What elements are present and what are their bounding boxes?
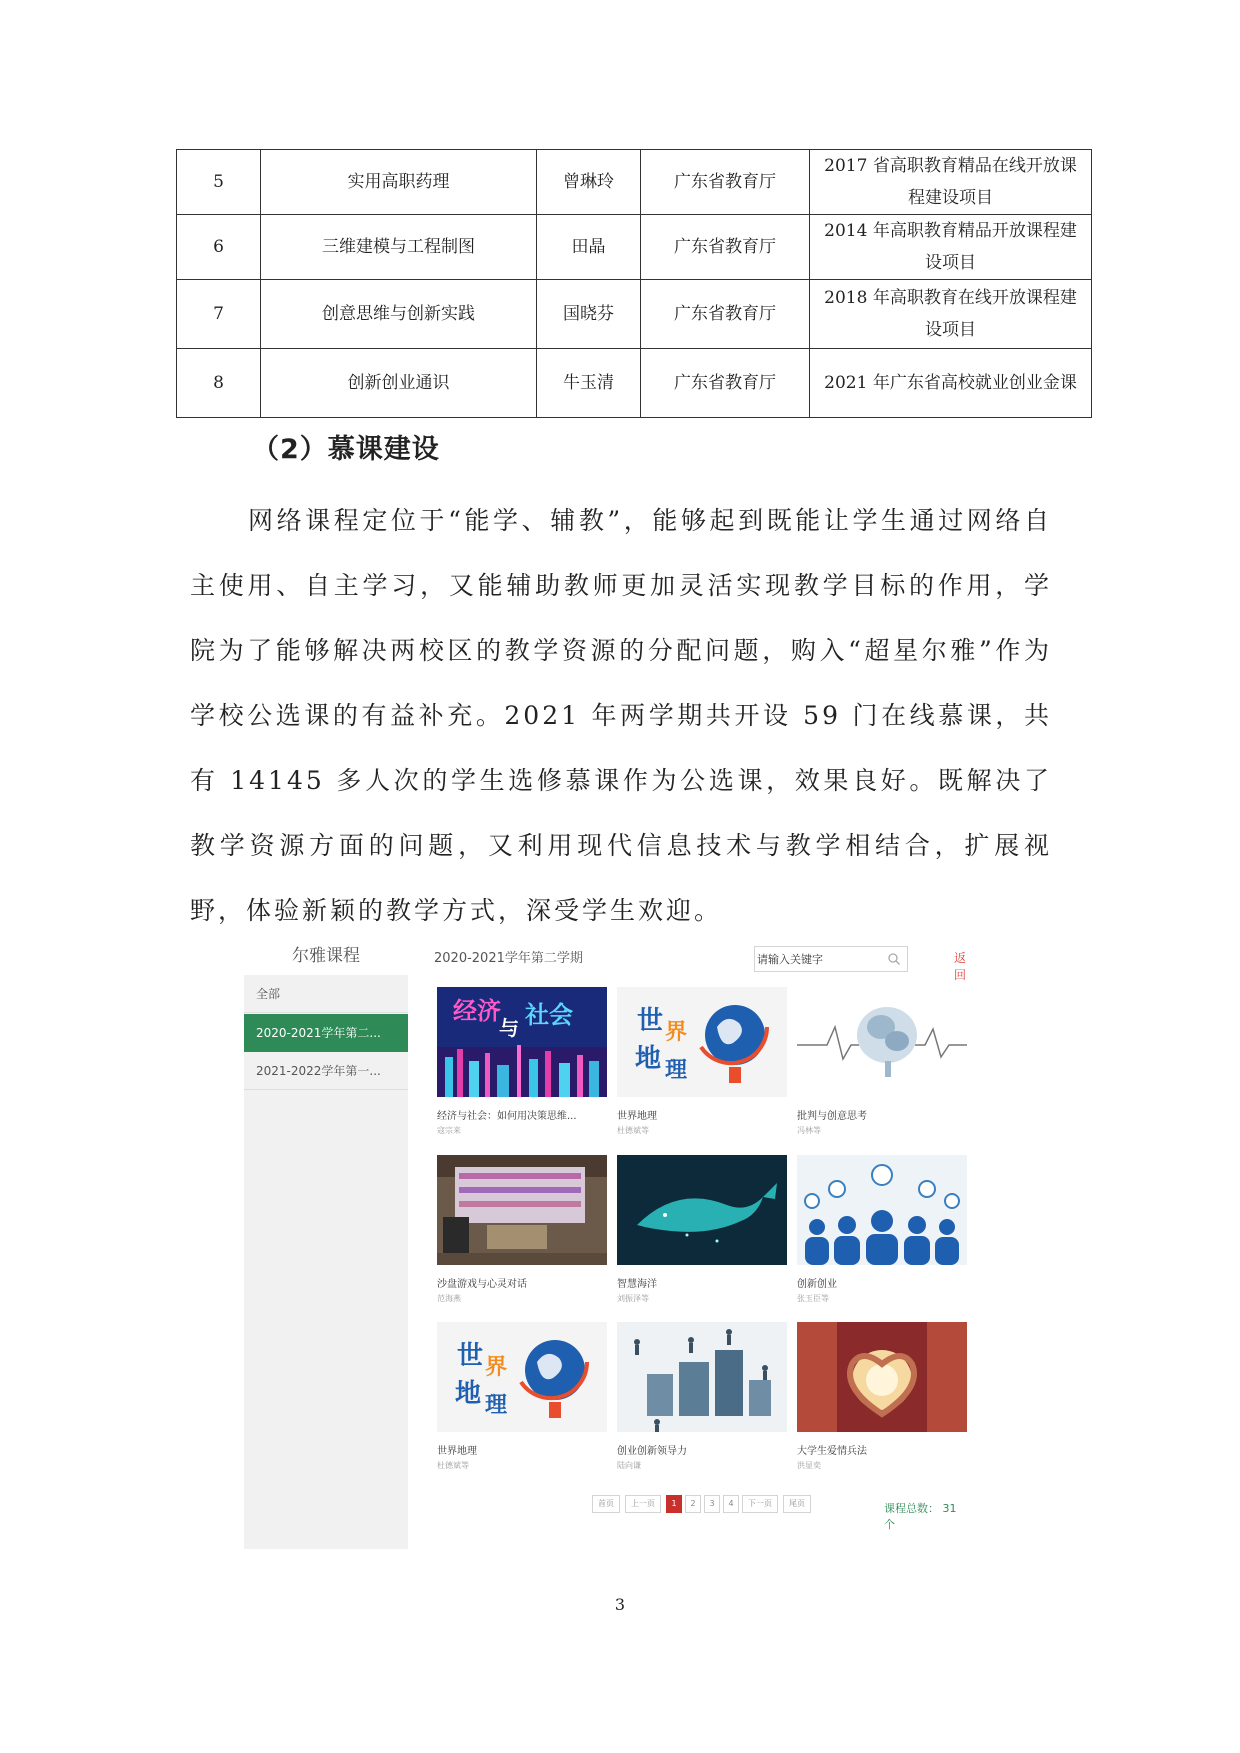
course-card[interactable]	[437, 1155, 607, 1315]
body-paragraph: 网络课程定位于“能学、辅教”，能够起到既能让学生通过网络自主使用、自主学习，又能辅助教师更加灵活实现教学目标的作用，学院为了能够解决两校区的教学资源的分配问题，购入“超星尔雅”作为学校公选课的有益补充。2021 年两学期共开设 59 门在线慕课，共有 14145 多人次的学生选修慕课作为公选课，效果良好。既解决了教学资源方面的问题，又利用现代信息技术与教学相结合，扩展视野，体验新颖的教学方式，深受学生欢迎。	[190, 506, 1052, 925]
course-award-table	[176, 149, 1092, 418]
course-title: 创业创新领导力	[617, 1446, 687, 1457]
table-row	[177, 280, 1092, 349]
course-teacher: 冯林等	[797, 1126, 821, 1135]
approving-dept: 广东省教育厅	[641, 280, 810, 349]
course-title: 沙盘游戏与心灵对话	[437, 1279, 527, 1290]
sandplay-room-thumbnail	[437, 1155, 607, 1265]
page-button-4[interactable]: 4	[723, 1495, 739, 1513]
course-name: 创新创业通识	[261, 349, 537, 418]
globe-thumbnail	[437, 1322, 607, 1432]
course-thumbnail	[617, 1155, 787, 1265]
course-card[interactable]	[617, 987, 787, 1147]
course-name: 创意思维与创新实践	[261, 280, 537, 349]
course-teacher: 寇宗来	[437, 1126, 461, 1135]
course-thumbnail	[797, 1155, 967, 1265]
page-button-2[interactable]: 2	[685, 1495, 701, 1513]
course-title: 大学生爱情兵法	[797, 1446, 867, 1457]
course-total: 课程总数： 31 个	[884, 1502, 957, 1531]
course-title: 批判与创意思考	[797, 1111, 867, 1122]
thumb-word-d: 理	[485, 1393, 508, 1418]
course-thumbnail	[797, 987, 967, 1097]
course-teacher: 杜德斌等	[617, 1126, 649, 1135]
course-teacher: 范海燕	[437, 1294, 461, 1303]
search-input[interactable]	[755, 947, 883, 971]
search-box	[754, 946, 908, 972]
course-title: 世界地理	[617, 1111, 657, 1122]
thumb-word-b: 界	[485, 1355, 508, 1380]
page-button-3[interactable]: 3	[704, 1495, 720, 1513]
course-card[interactable]	[797, 1155, 967, 1315]
row-number: 7	[177, 280, 261, 349]
course-leader: 牛玉清	[537, 349, 641, 418]
thumb-word-d: 理	[665, 1058, 688, 1083]
page-button-1[interactable]: 1	[666, 1495, 682, 1513]
course-title: 智慧海洋	[617, 1279, 657, 1290]
course-name: 实用高职药理	[261, 150, 537, 215]
globe-thumbnail	[617, 987, 787, 1097]
course-thumbnail	[437, 987, 607, 1097]
project-name: 2018 年高职教育在线开放课程建设项目	[810, 280, 1092, 349]
course-teacher: 杜德斌等	[437, 1461, 469, 1470]
brain-pulse-thumbnail	[797, 987, 967, 1097]
thumb-word-c: 社会	[525, 1001, 573, 1029]
thumb-word-b: 与	[499, 1016, 519, 1040]
course-title: 经济与社会：如何用决策思维...	[437, 1111, 577, 1122]
last-page-button[interactable]: 尾页	[783, 1495, 811, 1513]
course-thumbnail	[617, 1322, 787, 1432]
thumb-word-c: 地	[455, 1379, 482, 1409]
course-thumbnail	[437, 1155, 607, 1265]
approving-dept: 广东省教育厅	[641, 349, 810, 418]
next-page-button[interactable]: 下一页	[742, 1495, 778, 1513]
course-card[interactable]	[617, 1155, 787, 1315]
row-number: 8	[177, 349, 261, 418]
project-name: 2021 年广东省高校就业创业金课	[810, 349, 1092, 418]
course-card[interactable]	[437, 987, 607, 1147]
back-link[interactable]: 返回	[954, 951, 967, 982]
prev-page-button[interactable]: 上一页	[625, 1495, 661, 1513]
course-teacher: 张玉臣等	[797, 1294, 829, 1303]
thumb-word-a: 世	[457, 1341, 484, 1371]
course-thumbnail	[437, 1322, 607, 1432]
course-title: 世界地理	[437, 1446, 477, 1457]
thumb-word-c: 地	[635, 1044, 662, 1074]
table-row	[177, 215, 1092, 280]
table-row	[177, 349, 1092, 418]
sidebar-item-all[interactable]: 全部	[244, 975, 408, 1013]
course-card[interactable]	[617, 1322, 787, 1482]
page-number: 3	[614, 1595, 626, 1614]
thumb-word-a: 世	[637, 1006, 664, 1036]
business-blocks-thumbnail	[617, 1322, 787, 1432]
lightbulb-people-thumbnail	[797, 1155, 967, 1265]
course-card[interactable]	[797, 1322, 967, 1482]
sidebar	[244, 937, 408, 1549]
thumb-word-b: 界	[665, 1020, 688, 1045]
course-title: 创新创业	[797, 1279, 837, 1290]
sidebar-item-2021-2022-fall[interactable]: 2021-2022学年第一...	[244, 1052, 408, 1090]
course-card[interactable]	[437, 1322, 607, 1482]
course-teacher: 洪显奕	[797, 1461, 821, 1470]
approving-dept: 广东省教育厅	[641, 215, 810, 280]
course-name: 三维建模与工程制图	[261, 215, 537, 280]
thumb-word-a: 经济	[453, 997, 501, 1025]
course-leader: 国晓芬	[537, 280, 641, 349]
table-row	[177, 150, 1092, 215]
course-teacher: 陆向谦	[617, 1461, 641, 1470]
first-page-button[interactable]: 首页	[592, 1495, 620, 1513]
sidebar-item-2020-2021-spring[interactable]: 2020-2021学年第二...	[244, 1014, 408, 1052]
city-skyline-thumbnail	[437, 987, 607, 1097]
course-thumbnail	[617, 987, 787, 1097]
search-icon[interactable]	[887, 952, 901, 966]
project-name: 2017 省高职教育精品在线开放课程建设项目	[810, 150, 1092, 215]
course-leader: 曾琳玲	[537, 150, 641, 215]
course-leader: 田晶	[537, 215, 641, 280]
course-thumbnail	[797, 1322, 967, 1432]
semester-title: 2020-2021学年第二学期	[434, 951, 583, 966]
course-platform-screenshot	[244, 937, 966, 1549]
section-heading: （2）慕课建设	[252, 434, 440, 465]
course-teacher: 刘振泽等	[617, 1294, 649, 1303]
row-number: 6	[177, 215, 261, 280]
sidebar-title: 尔雅课程	[244, 937, 408, 975]
row-number: 5	[177, 150, 261, 215]
approving-dept: 广东省教育厅	[641, 150, 810, 215]
course-card[interactable]	[797, 987, 967, 1147]
project-name: 2014 年高职教育精品开放课程建设项目	[810, 215, 1092, 280]
heart-hands-thumbnail	[797, 1322, 967, 1432]
digital-whale-thumbnail	[617, 1155, 787, 1265]
